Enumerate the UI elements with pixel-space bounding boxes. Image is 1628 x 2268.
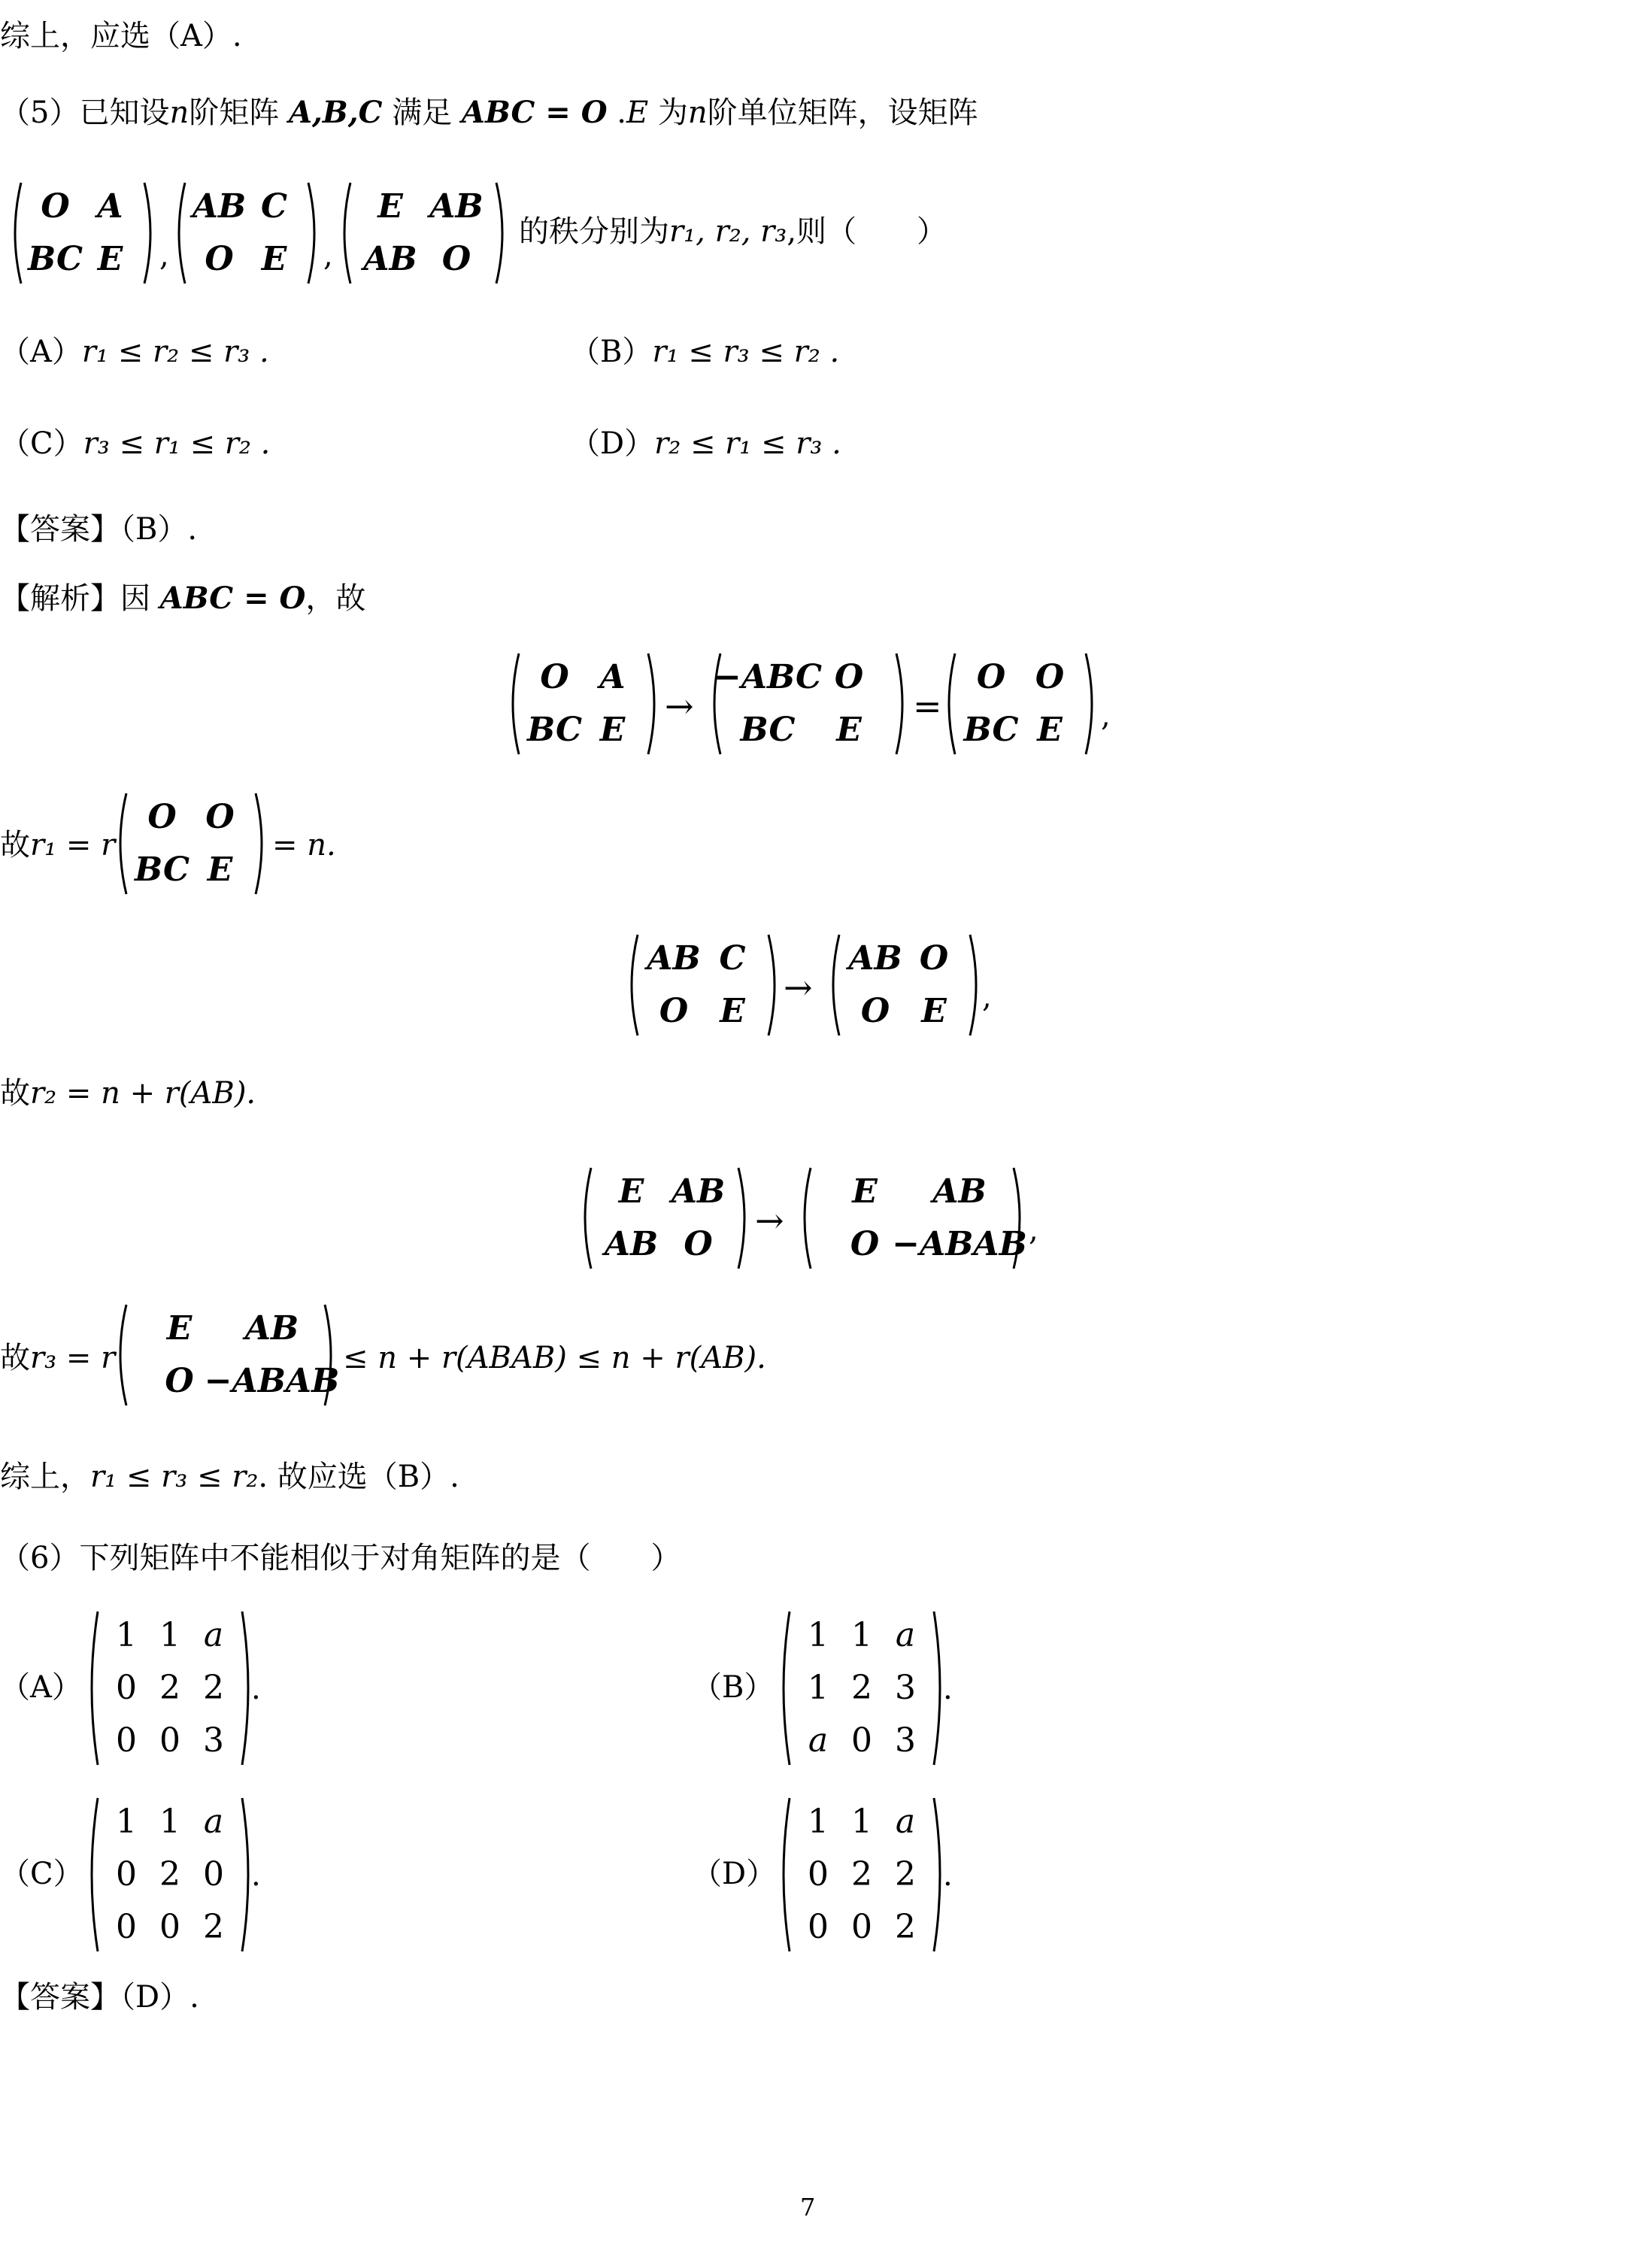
- q5-stem: [0, 95, 978, 130]
- right-paren: [253, 791, 269, 896]
- q5-option-b: [570, 337, 839, 367]
- left-paren: [776, 1796, 793, 1954]
- q5-n2: n: [687, 96, 708, 130]
- q6-c-period: .: [251, 1858, 261, 1893]
- matrix-cell: E: [97, 240, 123, 278]
- q5-option-d: [570, 426, 841, 461]
- left-paren: [171, 180, 188, 286]
- matrix-cell: BC: [740, 711, 796, 749]
- q5-matrix-1: [8, 180, 158, 286]
- matrix-cell: O: [205, 240, 234, 278]
- matrix-cell: AB: [192, 187, 247, 226]
- summary-post: . 故应选（B）.: [258, 1460, 459, 1494]
- matrix-cell: 2: [895, 1855, 916, 1894]
- q6-b-period: .: [943, 1672, 953, 1706]
- right-paren: [141, 180, 158, 286]
- q5-dot: .: [617, 96, 626, 130]
- matrix-cell: −ABAB: [892, 1225, 1027, 1263]
- matrix-cell: O: [147, 798, 177, 836]
- right-paren: [1083, 651, 1099, 757]
- matrix-cell: −ABC: [713, 658, 823, 696]
- q5-option-c: [0, 426, 271, 461]
- matrix-cell: O: [205, 798, 235, 836]
- q6-option-b-label: （B）: [692, 1670, 775, 1705]
- matrix-cell: AB: [932, 1172, 987, 1211]
- matrix-cell: O: [976, 658, 1006, 696]
- matrix-cell: 0: [159, 1721, 180, 1760]
- matrix-cell: AB: [848, 939, 902, 978]
- right-paren: [305, 180, 322, 286]
- matrix-cell: O: [540, 658, 569, 696]
- r3-lhs-text: r₃ = r: [30, 1341, 116, 1375]
- r1-lhs: [0, 828, 116, 863]
- step1-matrix-3: [941, 651, 1099, 757]
- matrix-cell: 1: [116, 1803, 137, 1841]
- q5-mid2: 满足: [392, 96, 453, 130]
- right-paren: [493, 180, 510, 286]
- matrix-cell: O: [860, 992, 890, 1030]
- step1-arrow: →: [665, 686, 694, 726]
- matrix-cell: 0: [808, 1855, 829, 1894]
- option-b-text: r₁ ≤ r₃ ≤ r₂ .: [652, 335, 840, 369]
- left-paren: [624, 932, 641, 1038]
- step2-comma: ,: [982, 980, 992, 1014]
- matrix-cell: E: [207, 850, 233, 889]
- matrix-cell: O: [850, 1225, 880, 1263]
- step1-comma: ,: [1101, 699, 1111, 733]
- q5-mid4: 阶单位矩阵，设矩阵: [707, 96, 978, 130]
- q5-tail: 的秩分别为: [519, 214, 669, 249]
- matrix-cell: 1: [116, 1616, 137, 1654]
- matrix-cell: AB: [604, 1225, 659, 1263]
- r2-text: r₂ = n + r(AB).: [30, 1076, 256, 1111]
- left-paren: [8, 180, 24, 286]
- left-paren: [776, 1609, 793, 1767]
- q6-option-c-label: （C）: [0, 1857, 83, 1891]
- matrix-cell: a: [808, 1721, 829, 1760]
- left-paren: [505, 651, 522, 757]
- matrix-cell: E: [599, 711, 626, 749]
- r3-pre: 故: [0, 1341, 30, 1375]
- q5-prefix: （5）已知设: [0, 96, 170, 130]
- matrix-cell: O: [441, 240, 471, 278]
- matrix-cell: 1: [851, 1803, 872, 1841]
- step3-arrow: →: [755, 1200, 784, 1241]
- matrix-cell: BC: [27, 240, 83, 278]
- step1-equals: =: [913, 686, 942, 726]
- matrix-cell: O: [1035, 658, 1065, 696]
- left-paren: [84, 1609, 101, 1767]
- q5-matrix-2: [171, 180, 322, 286]
- matrix-cell: 0: [116, 1855, 137, 1894]
- summary-rel: r₁ ≤ r₃ ≤ r₂: [90, 1460, 259, 1494]
- left-paren: [337, 180, 353, 286]
- right-paren: [645, 651, 662, 757]
- r1-rhs: = n.: [272, 828, 336, 863]
- q5-ranks: r₁, r₂, r₃: [669, 214, 787, 249]
- left-paren: [797, 1166, 814, 1271]
- matrix-cell: O: [919, 939, 949, 978]
- q5-then: ,则（ ）: [787, 214, 947, 249]
- matrix-cell: a: [203, 1803, 224, 1841]
- matrix-cell: 0: [116, 1908, 137, 1946]
- matrix-cell: C: [260, 187, 288, 226]
- matrix-cell: O: [659, 992, 689, 1030]
- option-a-text: r₁ ≤ r₂ ≤ r₃ .: [81, 335, 269, 369]
- r3-matrix: [113, 1302, 338, 1408]
- matrix-cell: AB: [244, 1309, 299, 1348]
- r1-pre: 故: [0, 828, 30, 863]
- r1-lhs-text: r₁ = r: [30, 828, 116, 863]
- matrix-cell: A: [97, 187, 123, 226]
- matrix-cell: 1: [159, 1803, 180, 1841]
- q5-mid3: 为: [657, 96, 688, 130]
- right-paren: [893, 651, 910, 757]
- matrix-cell: 1: [159, 1616, 180, 1654]
- matrix-cell: O: [684, 1225, 713, 1263]
- matrix-cell: C: [719, 939, 746, 978]
- conclusion-line: 综上，应选（A）.: [0, 19, 242, 53]
- matrix-cell: 0: [159, 1908, 180, 1946]
- matrix-cell: O: [41, 187, 70, 226]
- analysis-eq: ABC = O: [159, 581, 306, 616]
- matrix-cell: AB: [429, 187, 484, 226]
- matrix-cell: 2: [895, 1908, 916, 1946]
- q6-matrix-c: [84, 1796, 256, 1954]
- matrix-cell: 1: [808, 1803, 829, 1841]
- q6-a-period: .: [251, 1672, 261, 1706]
- matrix-cell: a: [203, 1616, 224, 1654]
- q5-abc-list: A,B,C: [288, 95, 383, 130]
- page-number: 7: [800, 2193, 816, 2221]
- r2-line: [0, 1076, 256, 1111]
- option-c-text: r₃ ≤ r₁ ≤ r₂ .: [83, 426, 271, 461]
- q6-matrix-a: [84, 1609, 256, 1767]
- q5-n: n: [169, 96, 189, 130]
- matrix-cell: E: [1037, 711, 1063, 749]
- option-d-text: r₂ ≤ r₁ ≤ r₃ .: [654, 426, 841, 461]
- right-paren: [967, 932, 984, 1038]
- matrix-cell: E: [720, 992, 745, 1030]
- matrix-cell: 0: [851, 1721, 872, 1760]
- matrix-cell: O: [834, 658, 864, 696]
- matrix-cell: E: [921, 992, 947, 1030]
- option-d-label: （D）: [570, 426, 655, 461]
- matrix-cell: 0: [808, 1908, 829, 1946]
- q6-matrix-d: [776, 1796, 947, 1954]
- matrix-cell: 2: [203, 1669, 224, 1707]
- q5-analysis: [0, 581, 366, 616]
- q5-E: E: [626, 96, 649, 130]
- q5-summary: [0, 1462, 459, 1492]
- matrix-cell: 3: [203, 1721, 224, 1760]
- matrix-cell: 3: [895, 1669, 916, 1707]
- analysis-post: ，故: [305, 581, 366, 616]
- matrix-cell: 0: [203, 1855, 224, 1894]
- step3-matrix-1: [578, 1166, 752, 1271]
- matrix-cell: BC: [526, 711, 583, 749]
- matrix-cell: E: [377, 187, 403, 226]
- matrix-cell: AB: [647, 939, 701, 978]
- analysis-pre: 因: [120, 581, 150, 616]
- step2-matrix-1: [624, 932, 782, 1038]
- q6-matrix-b: [776, 1609, 947, 1767]
- q5-eq: ABC = O: [461, 95, 608, 130]
- matrix-cell: 1: [851, 1616, 872, 1654]
- q6-option-a-label: （A）: [0, 1670, 82, 1705]
- q5-rank-sentence: [519, 214, 947, 249]
- matrix-cell: AB: [363, 240, 417, 278]
- step1-matrix-2: [707, 651, 910, 757]
- left-paren: [826, 932, 842, 1038]
- matrix-cell: a: [895, 1616, 916, 1654]
- q5-matrix-3: [337, 180, 510, 286]
- matrix-cell: AB: [671, 1172, 726, 1211]
- q5-mid1: 阶矩阵: [189, 96, 280, 130]
- matrix-cell: BC: [963, 711, 1019, 749]
- matrix-cell: O: [165, 1362, 194, 1400]
- matrix-cell: 0: [116, 1669, 137, 1707]
- matrix-cell: A: [599, 658, 626, 696]
- right-paren: [735, 1166, 752, 1271]
- q6-answer: 【答案】（D）.: [0, 1980, 199, 2015]
- matrix-cell: E: [852, 1172, 878, 1211]
- left-paren: [113, 791, 129, 896]
- matrix-cell: 1: [808, 1616, 829, 1654]
- right-paren: [765, 932, 782, 1038]
- matrix-cell: 2: [159, 1669, 180, 1707]
- step2-matrix-2: [826, 932, 984, 1038]
- q6-d-period: .: [943, 1858, 953, 1893]
- option-b-label: （B）: [570, 335, 653, 369]
- matrix-cell: 0: [851, 1908, 872, 1946]
- q5-comma-2: ,: [323, 238, 333, 273]
- step3-comma: ,: [1029, 1213, 1038, 1248]
- r2-pre: 故: [0, 1076, 30, 1111]
- summary-pre: 综上，: [0, 1460, 90, 1494]
- step1-matrix-1: [505, 651, 662, 757]
- left-paren: [941, 651, 958, 757]
- matrix-cell: 0: [116, 1721, 137, 1760]
- matrix-cell: 3: [895, 1721, 916, 1760]
- matrix-cell: a: [895, 1803, 916, 1841]
- matrix-cell: E: [618, 1172, 644, 1211]
- r3-rhs: ≤ n + r(ABAB) ≤ n + r(AB).: [343, 1341, 766, 1375]
- r3-lhs: [0, 1343, 115, 1373]
- analysis-label: 【解析】: [0, 581, 120, 616]
- step3-matrix-2: [797, 1166, 1027, 1271]
- q6-stem: （6）下列矩阵中不能相似于对角矩阵的是（ ）: [0, 1541, 681, 1575]
- matrix-cell: 2: [159, 1855, 180, 1894]
- left-paren: [113, 1302, 129, 1408]
- option-c-label: （C）: [0, 426, 83, 461]
- matrix-cell: 1: [808, 1669, 829, 1707]
- matrix-cell: E: [836, 711, 862, 749]
- matrix-cell: 2: [851, 1669, 872, 1707]
- r1-matrix: [113, 791, 269, 896]
- matrix-cell: E: [261, 240, 287, 278]
- q5-comma-1: ,: [159, 238, 169, 273]
- matrix-cell: 2: [851, 1855, 872, 1894]
- left-paren: [84, 1796, 101, 1954]
- matrix-cell: 2: [203, 1908, 224, 1946]
- q6-option-d-label: （D）: [692, 1857, 777, 1891]
- step2-arrow: →: [784, 967, 813, 1008]
- left-paren: [578, 1166, 594, 1271]
- matrix-cell: −ABAB: [204, 1362, 340, 1400]
- q5-option-a: [0, 337, 269, 367]
- option-a-label: （A）: [0, 335, 82, 369]
- matrix-cell: E: [166, 1309, 193, 1348]
- q5-answer: 【答案】（B）.: [0, 512, 198, 547]
- matrix-cell: BC: [134, 850, 190, 889]
